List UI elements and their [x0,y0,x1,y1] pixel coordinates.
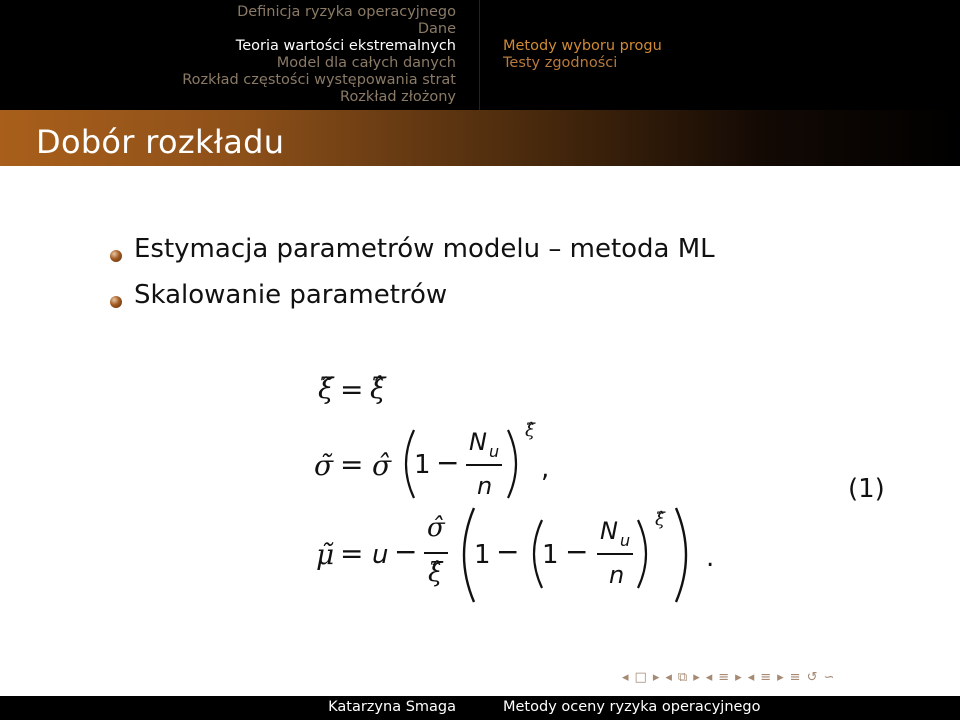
nav-search-icon[interactable]: ∽ [823,670,835,685]
eq-u-subscript: u [489,442,500,461]
eq-big-right-paren [668,506,700,604]
nav-section-icon[interactable]: ≡ [760,670,772,685]
eq-minus: − [394,535,418,568]
eq-fraction-bar [597,553,633,555]
nav-subsection-icon[interactable]: ≡ [718,670,730,685]
nav-next-section-icon[interactable]: ▸ [777,670,784,685]
footer-author-text: Katarzyna Smaga [328,699,456,715]
nav-section-zlozony[interactable]: Rozkład złożony [340,89,456,105]
eq-xi-hat: ξ̂ [428,558,443,588]
eq-xi-hat-exponent: ξ̂ [525,420,535,441]
bullet-text: Skalowanie parametrów [134,280,448,310]
section-list [0,0,479,110]
eq-comma: , [541,454,550,484]
nav-frame-icon[interactable]: □ [634,670,647,685]
beamer-navigation [622,670,834,685]
eq-sigma-hat: σ̂ [427,513,445,543]
bullet-text: Estymacja parametrów modelu – metoda ML [134,234,715,264]
eq-minus: − [436,446,460,479]
nav-subsection-metody-wyboru[interactable]: Metody wyboru progu [503,38,662,54]
nav-slide-icon[interactable]: ⧉ [677,670,688,685]
eq-xi-hat: ξ̂ [370,372,386,405]
eq-one: 1 [474,540,491,570]
eq-u-subscript: u [620,531,631,550]
nav-document-icon[interactable]: ≡ [789,670,801,685]
eq-equals: = [340,448,364,481]
eq-xi-tilde: ξ̃ [318,372,334,405]
nav-next-subsection-icon[interactable]: ▸ [735,670,742,685]
eq-u: u [372,540,389,570]
eq-one: 1 [542,540,559,570]
bullet-item [110,234,715,264]
eq-n: n [477,472,493,500]
eq-equals: = [340,373,364,406]
eq-N: N [469,428,487,456]
eq-fraction-bar [466,464,502,466]
bullet-ball-icon [110,250,122,262]
eq-N: N [600,517,618,545]
footer-author [0,696,479,720]
nav-next-slide-icon[interactable]: ▸ [693,670,700,685]
nav-section-czestosci[interactable]: Rozkład częstości występowania strat [182,72,456,88]
nav-subsection-testy[interactable]: Testy zgodności [503,55,618,71]
nav-section-definicja[interactable]: Definicja ryzyka operacyjnego [237,4,456,20]
eq-one: 1 [414,450,431,480]
frame-title: Dobór rozkładu [36,123,285,161]
nav-prev-subsection-icon[interactable]: ◂ [705,670,713,685]
eq-minus: − [565,535,589,568]
bullet-ball-icon [110,296,122,308]
header-navigation [0,0,960,110]
bullet-item [110,280,448,310]
eq-xi-hat-exponent: ξ̂ [655,509,665,530]
footer-title [479,696,960,720]
nav-section-teoria[interactable]: Teoria wartości ekstremalnych [235,38,456,54]
eq-equals: = [340,537,364,570]
eq-fraction-bar [424,552,448,554]
frame-title-bar [0,110,960,166]
nav-prev-section-icon[interactable]: ◂ [747,670,755,685]
equation-number: (1) [848,474,885,504]
subsection-list [479,0,960,110]
footer-title-text: Metody oceny ryzyka operacyjnego [503,699,761,715]
nav-back-icon[interactable]: ↺ [806,670,818,685]
nav-section-model[interactable]: Model dla całych danych [276,55,456,71]
eq-n: n [609,561,625,589]
nav-next-frame-icon[interactable]: ▸ [652,670,660,685]
nav-prev-slide-icon[interactable]: ◂ [665,670,672,685]
nav-prev-frame-icon[interactable]: ◂ [622,670,629,685]
eq-sigma-tilde: σ̃ [314,449,334,482]
eq-sigma-hat: σ̂ [372,449,392,482]
nav-section-dane[interactable]: Dane [417,21,456,37]
eq-mu-tilde: μ̃ [316,538,335,571]
eq-period: . [706,543,715,573]
eq-minus: − [496,535,520,568]
